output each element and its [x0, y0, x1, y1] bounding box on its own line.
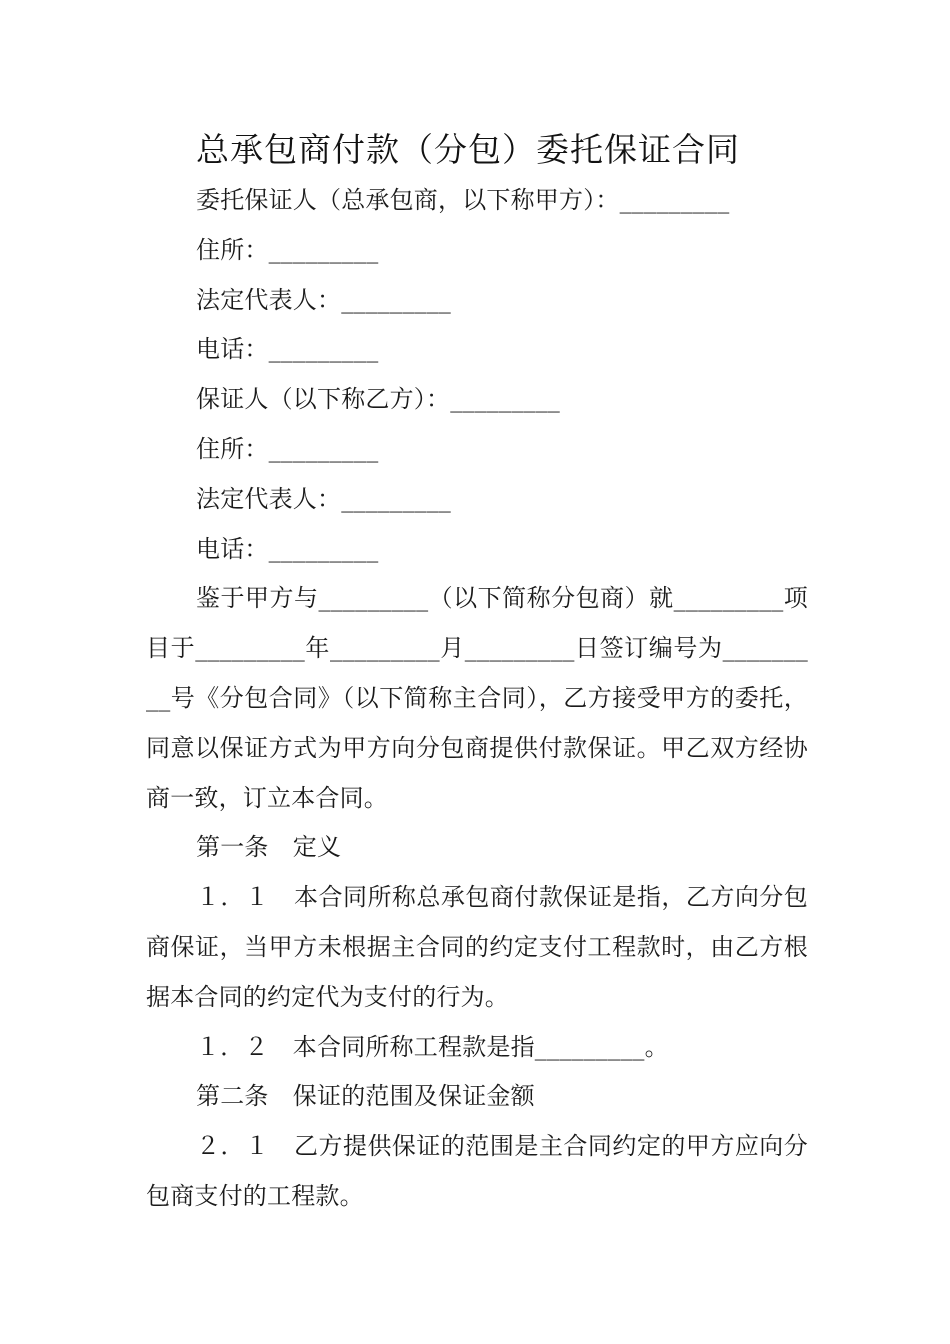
document-title: 总承包商付款（分包）委托保证合同 — [196, 130, 740, 169]
clause-2-1: ２．１ 乙方提供保证的范围是主合同约定的甲方应向分包商支付的工程款。 — [146, 1132, 808, 1210]
party-b-address: 住所：_________ — [196, 434, 379, 463]
party-b-name: 保证人（以下称乙方）：_________ — [196, 385, 560, 414]
document-body — [146, 176, 808, 1222]
party-b-phone: 电话：_________ — [196, 534, 379, 563]
preamble-paragraph: 鉴于甲方与_________（以下简称分包商）就_________项目于_________年_________月_________日签订编号为_________号《分包合同》（以下简称主合同），乙方接受甲方的委托，同意以保证方式为甲方向分包商提供付款保证。甲乙双方经协商一致，订立本合同。 — [146, 584, 808, 812]
party-a-representative: 法定代表人：_________ — [196, 285, 451, 314]
clause-1-1: １．１ 本合同所称总承包商付款保证是指，乙方向分包商保证，当甲方未根据主合同的约定支付工程款时，由乙方根据本合同的约定代为支付的行为。 — [146, 883, 808, 1011]
party-a-name: 委托保证人（总承包商，以下称甲方）：_________ — [196, 186, 730, 214]
party-a-phone: 电话：_________ — [196, 335, 379, 364]
clause-1-2: １．２ 本合同所称工程款是指_________。 — [196, 1032, 669, 1061]
article-2-heading: 第二条 保证的范围及保证金额 — [196, 1082, 535, 1111]
party-a-address: 住所：_________ — [196, 235, 379, 264]
article-1-heading: 第一条 定义 — [196, 833, 342, 862]
party-b-representative: 法定代表人：_________ — [196, 484, 451, 513]
